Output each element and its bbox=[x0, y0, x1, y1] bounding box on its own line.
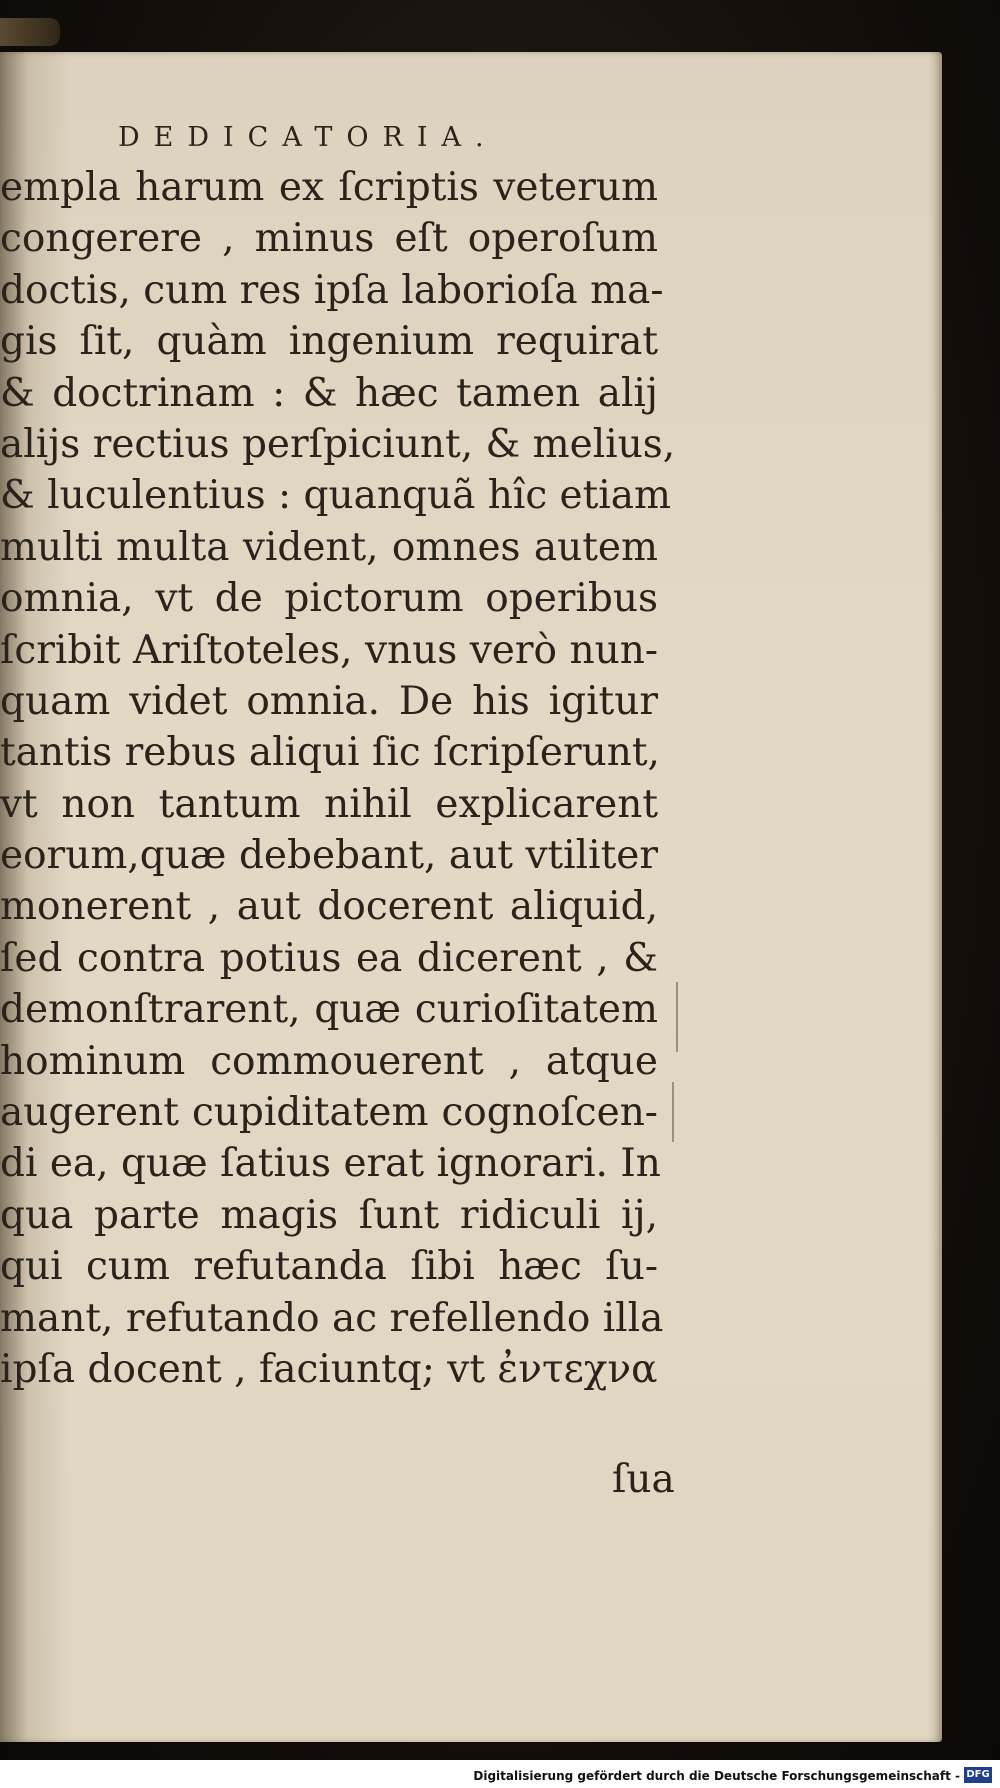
text-line: omnia, vt de pictorum operibus bbox=[0, 576, 658, 622]
text-line: & doctrinam : & hæc tamen alij bbox=[0, 370, 658, 416]
text-line: empla harum ex ſcriptis veterum bbox=[0, 165, 658, 210]
text-line: aliјs rectius perſpiciunt, & melius, bbox=[0, 421, 676, 467]
book-page bbox=[0, 52, 942, 1742]
text-line: hominum commouerent , atque bbox=[0, 1038, 658, 1084]
body-text bbox=[0, 162, 700, 1395]
digitization-credit: Digitalisierung gefördert durch die Deutsche Forschungsgemeinschaft - bbox=[473, 1769, 960, 1783]
text-line: di ea, quæ ſatius erat ignorari. In bbox=[0, 1141, 661, 1187]
margin-pencil-mark bbox=[676, 982, 678, 1052]
text-line: qui cum refutanda ſibi hæc ſu- bbox=[0, 1244, 658, 1290]
text-line: gis ſit, quàm ingenium requirat bbox=[0, 319, 658, 365]
page-corner-tab bbox=[0, 18, 60, 46]
text-line: eorum,quæ debebant, aut vtiliter bbox=[0, 833, 658, 879]
text-line: demonſtrarent, quæ curioſitatem bbox=[0, 987, 658, 1033]
text-line: multi multa vident, omnes autem bbox=[0, 524, 658, 570]
footer-bar bbox=[0, 1760, 1000, 1788]
margin-pencil-mark bbox=[672, 1082, 674, 1142]
text-line: tantis rebus aliqui ſic ſcripſerunt, bbox=[0, 730, 660, 776]
text-line: quam videt omnia. De his igitur bbox=[0, 678, 658, 724]
catchword: ſua bbox=[612, 1457, 675, 1502]
text-line: mant, refutando ac refellendo illa bbox=[0, 1295, 664, 1341]
dfg-logo: DFG bbox=[964, 1767, 992, 1783]
text-line: augerent cupiditatem cognoſcen- bbox=[0, 1090, 658, 1136]
text-line: ipſa docent , faciuntq; vt ἐντεχνα bbox=[0, 1346, 658, 1392]
running-head: DEDICATORIA. bbox=[118, 122, 498, 153]
text-line: ſcribit Ariſtoteles, vnus verò nun- bbox=[0, 627, 658, 673]
text-line: doctis, cum res ipſa laborioſa ma- bbox=[0, 267, 664, 313]
text-line: vt non tantum nihil explicarent bbox=[0, 781, 658, 827]
text-line: monerent , aut docerent aliquid, bbox=[0, 884, 658, 930]
text-line: congerere , minus eſt operoſum bbox=[0, 216, 658, 262]
text-line: qua parte magis ſunt ridiculi ij, bbox=[0, 1192, 658, 1238]
text-line: ſed contra potius ea dicerent , & bbox=[0, 935, 658, 981]
text-line: & luculentius : quanquã hîc etiam bbox=[0, 473, 672, 519]
